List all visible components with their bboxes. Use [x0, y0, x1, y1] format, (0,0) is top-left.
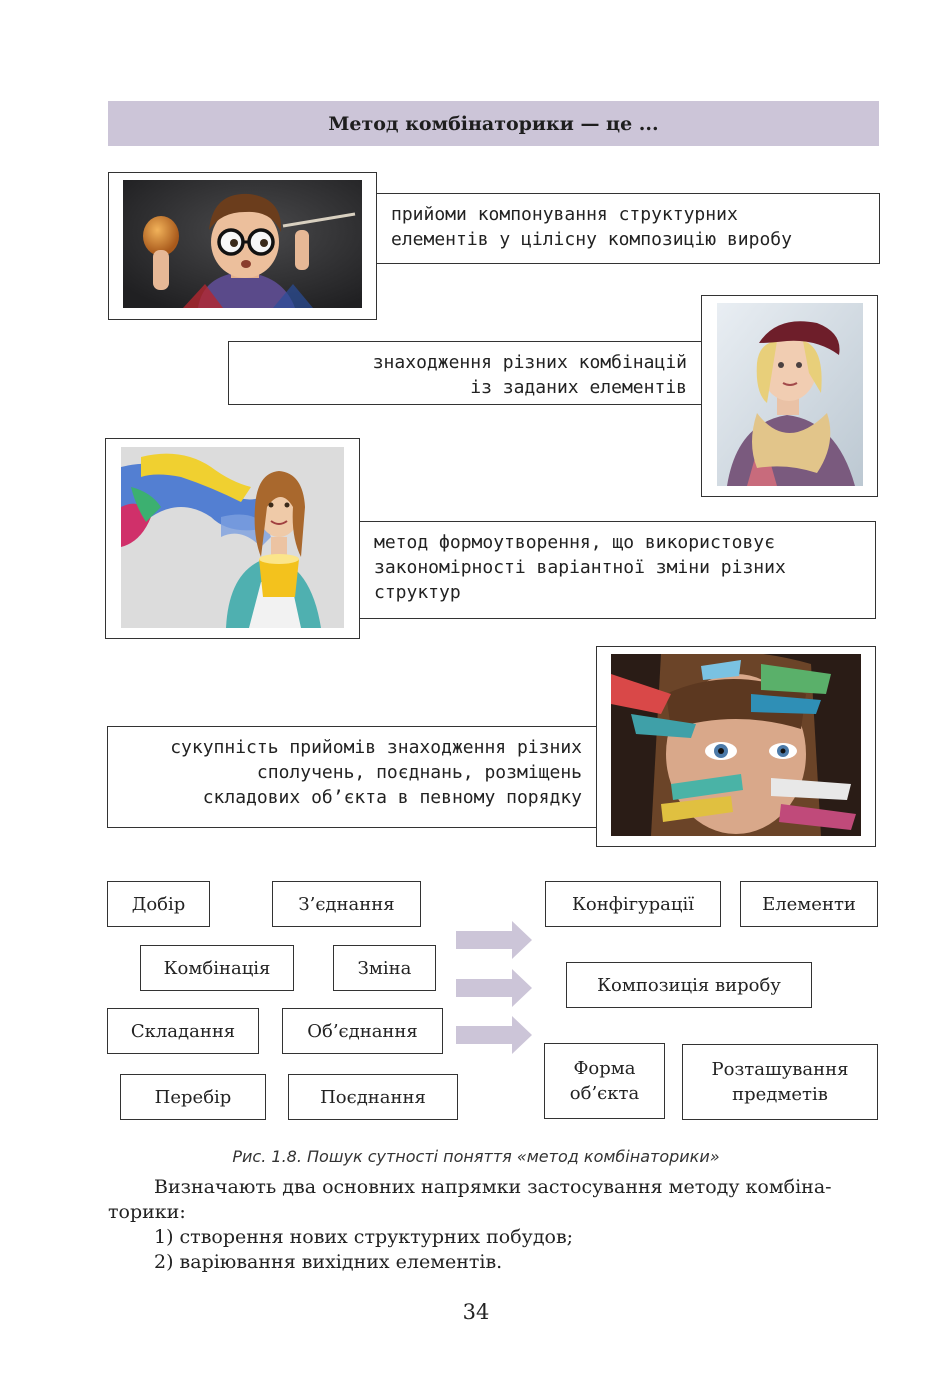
- page-number: 34: [462, 1300, 490, 1324]
- definition-2-line-2: із заданих елементів: [470, 377, 687, 398]
- term-dobir: Добір: [107, 881, 210, 927]
- definition-box-3: [359, 521, 876, 619]
- body-paragraph: [108, 1175, 879, 1275]
- girl-with-paint-bucket-photo: [121, 447, 344, 628]
- definition-4-line-2: сполучень, поєднань, розміщень: [256, 762, 582, 783]
- term-kompozytsiia-vyrobu: Композиція виробу: [566, 962, 812, 1008]
- definition-3-line-1: метод формоутворення, що використовує: [374, 532, 775, 553]
- boy-with-apple-photo: [123, 180, 362, 308]
- term-roztashuvannia-line-1: Розташування: [711, 1059, 849, 1080]
- term-skladannia: Складання: [107, 1008, 259, 1054]
- term-kombinatsiia: Комбінація: [140, 945, 294, 991]
- term-forma-line-1: Форма: [573, 1058, 636, 1079]
- arrow-right-icon: [456, 969, 532, 1007]
- figure-caption: Рис. 1.8. Пошук сутності поняття «метод комбінаторики»: [232, 1147, 720, 1166]
- definition-3-line-3: структур: [374, 582, 461, 603]
- definition-box-1: [376, 193, 880, 264]
- term-perebir: Перебір: [120, 1074, 266, 1120]
- term-forma-obiekta: [544, 1043, 665, 1119]
- painted-hands-eye-photo: [611, 654, 861, 836]
- section-header: Метод комбінаторики — це ...: [108, 101, 879, 146]
- definition-1-line-1: прийоми компонування структурних: [391, 204, 738, 225]
- definition-box-2: [228, 341, 702, 405]
- term-roztashuvannia-predmetiv: [682, 1044, 878, 1120]
- term-obiednannia: Об’єднання: [282, 1008, 443, 1054]
- body-line-1: Визначають два основних напрямки застосування методу комбіна-: [154, 1176, 832, 1198]
- term-ziednannia: З’єднання: [272, 881, 421, 927]
- definition-3-line-2: закономірності варіантної зміни різних: [374, 557, 786, 578]
- definition-2-line-1: знаходження різних комбінацій: [372, 352, 687, 373]
- definition-1-line-2: елементів у цілісну композицію виробу: [391, 229, 792, 250]
- term-zmina: Зміна: [333, 945, 436, 991]
- arrow-right-icon: [456, 1016, 532, 1054]
- term-konfihuratsii: Конфігурації: [545, 881, 721, 927]
- body-line-2: торики:: [108, 1201, 186, 1223]
- term-poiednannia: Поєднання: [288, 1074, 458, 1120]
- definition-box-4: [107, 726, 597, 828]
- arrow-right-icon: [456, 921, 532, 959]
- list-item-2: 2) варіювання вихідних елементів.: [154, 1251, 503, 1273]
- woman-with-hat-photo: [717, 303, 863, 486]
- term-roztashuvannia-line-2: предметів: [732, 1084, 828, 1105]
- list-item-1: 1) створення нових структурних побудов;: [154, 1226, 574, 1248]
- definition-4-line-3: складових об’єкта в певному порядку: [202, 787, 582, 808]
- term-elementy: Елементи: [740, 881, 878, 927]
- term-forma-line-2: об’єкта: [569, 1083, 640, 1104]
- definition-4-line-1: сукупність прийомів знаходження різних: [170, 737, 582, 758]
